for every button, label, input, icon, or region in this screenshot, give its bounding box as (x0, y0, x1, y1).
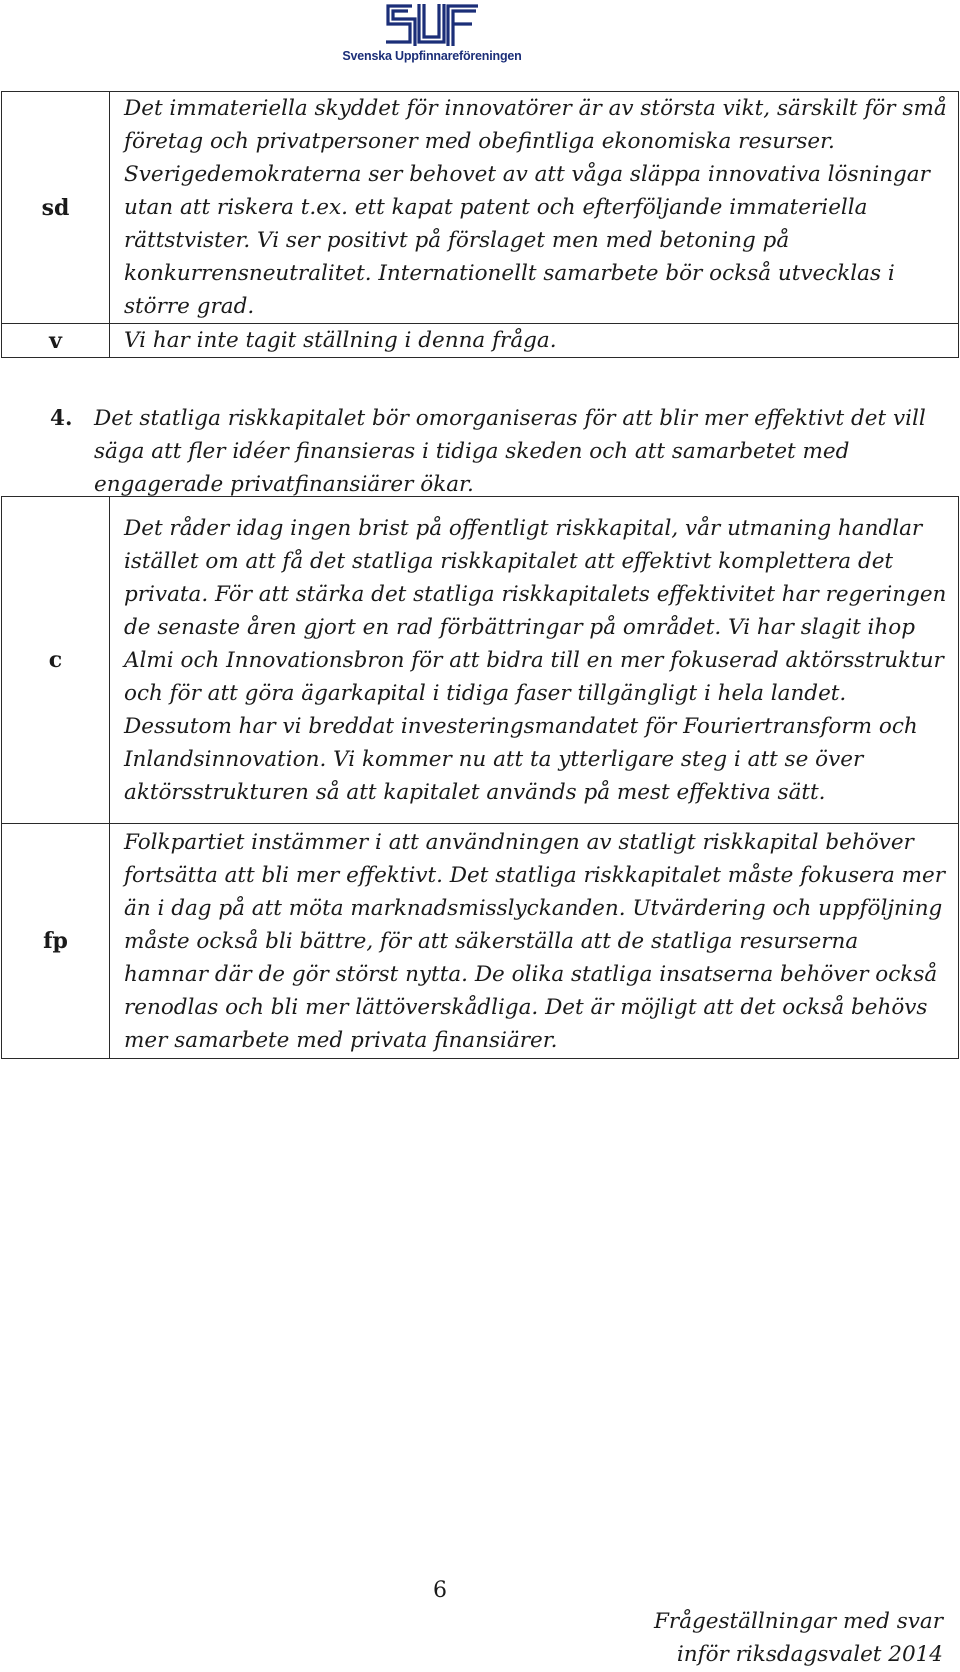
party-code: sd (2, 92, 110, 324)
page-number: 6 (433, 1578, 447, 1603)
suf-logo (332, 2, 532, 70)
question-text: Det statliga riskkapitalet bör omorganiseras för att blir mer effektivt det vill säga att fler idéer finansieras i tidiga skeden och att samarbetet med engagerade privatfinansiärer ökar. (94, 406, 926, 497)
table-row (2, 497, 959, 824)
footer-title (654, 1605, 943, 1671)
table-row (2, 324, 959, 358)
table-row (2, 824, 959, 1059)
party-code: c (2, 497, 110, 824)
party-answer: Vi har inte tagit ställning i denna fråga. (110, 324, 959, 358)
suf-logo-icon (384, 2, 480, 48)
party-answer: Det immateriella skyddet för innovatörer är av största vikt, särskilt för små företag och privatpersoner med obefintliga ekonomiska resurser. Sverigedemokraterna ser behovet av att våga släppa innovativa lösningar utan att riskera t.ex. ett kapat patent och efterföljande immateriella rättstvister. Vi ser positivt på förslaget men med betoning på konkurrensneutralitet. Internationellt samarbete bör också utvecklas i större grad. (110, 92, 959, 324)
answers-table-question-3 (1, 91, 959, 358)
logo-text: Svenska Uppfinnareföreningen (342, 49, 522, 63)
party-code: fp (2, 824, 110, 1059)
party-answer: Folkpartiet instämmer i att användningen av statligt riskkapital behöver fortsätta att bli mer effektivt. Det statliga riskkapitalet måste fokusera mer än i dag på att möta marknadsmisslyckanden. Utvärdering och uppföljning måste också bli bättre, för att säkerställa att de statliga resurserna hamnar där de gör störst nytta. De olika statliga insatserna behöver också renodlas och bli mer lättöverskådliga. Det är möjligt att det också behövs mer samarbete med privata finansiärer. (110, 824, 959, 1059)
answers-table-question-4 (1, 496, 959, 1059)
footer-line-1: Frågeställningar med svar (654, 1609, 943, 1634)
table-row (2, 92, 959, 324)
party-code: v (2, 324, 110, 358)
party-answer: Det råder idag ingen brist på offentligt riskkapital, vår utmaning handlar istället om att få det statliga riskkapitalet att effektivt komplettera det privata. För att stärka det statliga riskkapitalets effektivitet har regeringen de senaste åren gjort en rad förbättringar på området. Vi har slagit ihop Almi och Innovationsbron för att bidra till en mer fokuserad aktörsstruktur och för att göra ägarkapital i tidiga faser tillgängligt i hela landet. Dessutom har vi breddat investeringsmandatet för Fouriertransform och Inlandsinnovation. Vi kommer nu att ta ytterligare steg i att se över aktörsstrukturen så att kapitalet används på mest effektiva sätt. (110, 497, 959, 824)
footer-line-2: inför riksdagsvalet 2014 (676, 1642, 943, 1667)
question-4 (50, 402, 954, 501)
question-number: 4. (50, 406, 73, 431)
